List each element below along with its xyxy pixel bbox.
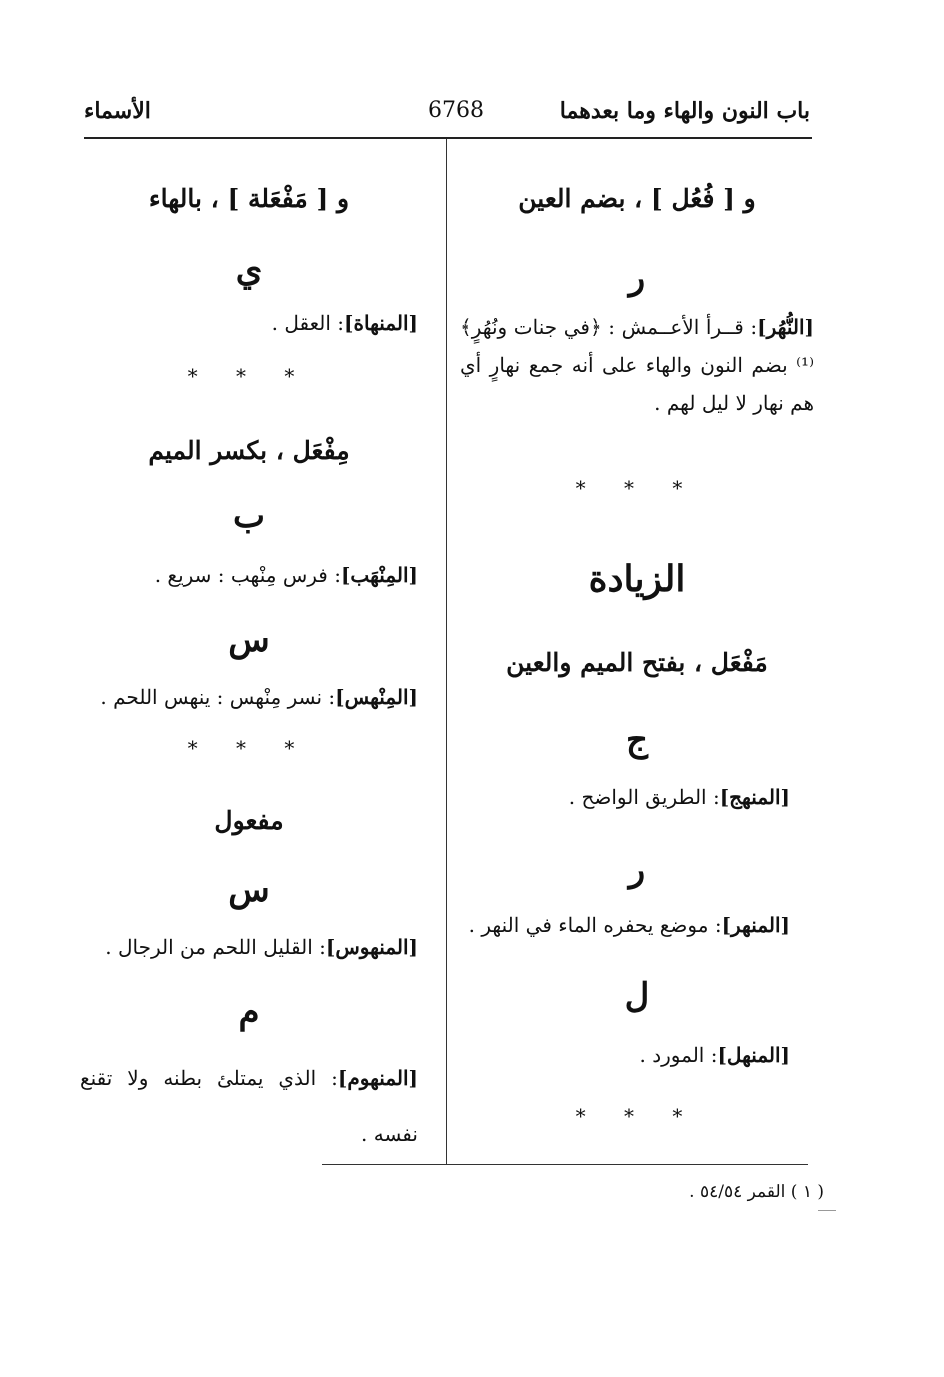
- separator-stars: * * *: [187, 364, 311, 388]
- entry-term: [النُّهُر]: [757, 315, 814, 339]
- entry-text: : فرس مِنْهب : سريع .: [154, 563, 341, 587]
- section-title: الزيادة: [588, 558, 686, 600]
- entry: [80, 678, 418, 716]
- root-letter: ل: [624, 976, 650, 1016]
- entry-text: : موضع يحفره الماء في النهر .: [468, 913, 722, 937]
- entry: [460, 906, 814, 944]
- page-number: 6768: [428, 98, 484, 123]
- root-letter: م: [238, 992, 260, 1032]
- entry-term: [المنهوم]: [337, 1066, 418, 1090]
- separator-stars: * * *: [575, 476, 699, 500]
- root-letter: ر: [628, 258, 646, 298]
- column-divider: [446, 139, 447, 1165]
- entry-term: [المِنْهس]: [335, 685, 418, 709]
- header-rule: [84, 137, 812, 139]
- entry: [80, 304, 418, 342]
- running-head-chapter: باب النون والهاء وما بعدهما: [559, 98, 810, 124]
- entry-term: [المنهاة]: [344, 311, 418, 335]
- entry-term: [المنهر]: [721, 913, 790, 937]
- root-letter: س: [228, 870, 270, 910]
- entry-text: : القليل اللحم من الرجال .: [105, 935, 326, 959]
- entry: [460, 1036, 814, 1074]
- entry-term: [المِنْهَب]: [340, 563, 418, 587]
- entry-text: : العقل .: [271, 311, 345, 335]
- entry-text: : الذي يمتلئ بطنه ولا تقنع نفسه .: [80, 1066, 418, 1146]
- entry: [80, 928, 418, 966]
- running-head-section: الأسماء: [84, 98, 151, 124]
- entry-text: : المورد .: [639, 1043, 718, 1067]
- scan-mark: [818, 1210, 836, 1211]
- subheading: مِفْعَل ، بكسر الميم: [148, 436, 350, 465]
- entry: [460, 308, 814, 422]
- root-letter: س: [228, 620, 270, 660]
- entry-text: : قــرأ الأعــمش : ﴿في جنات ونُهُرٍ﴾⁽¹⁾ بضم النون والهاء على أنه جمع نهارٍ أي هم نهار لا ليل لهم .: [460, 315, 814, 415]
- footnote-rule: [322, 1164, 808, 1165]
- entry: [80, 556, 418, 594]
- entry-term: [المنهل]: [717, 1043, 790, 1067]
- entry: [80, 1050, 418, 1162]
- footnote: ( ١ ) القمر ٥٤/٥٤ .: [689, 1182, 824, 1202]
- root-letter: ي: [235, 250, 263, 290]
- entry-term: [المنهج]: [719, 785, 790, 809]
- subheading: مَفْعَل ، بفتح الميم والعين: [506, 648, 768, 677]
- subheading: مفعول: [214, 806, 284, 835]
- subheading: و [ مَفْعَلة ] ، بالهاء: [148, 184, 350, 213]
- root-letter: ر: [628, 850, 646, 890]
- entry-term: [المنهوس]: [325, 935, 418, 959]
- entry-text: : الطريق الواضح .: [568, 785, 720, 809]
- entry-text: : نسر مِنْهس : ينهس اللحم .: [100, 685, 336, 709]
- root-letter: ج: [626, 720, 648, 760]
- separator-stars: * * *: [187, 736, 311, 760]
- separator-stars: * * *: [575, 1104, 699, 1128]
- root-letter: ب: [232, 496, 265, 536]
- entry: [460, 778, 814, 816]
- subheading: و [ فُعُل ] ، بضم العين: [518, 184, 756, 213]
